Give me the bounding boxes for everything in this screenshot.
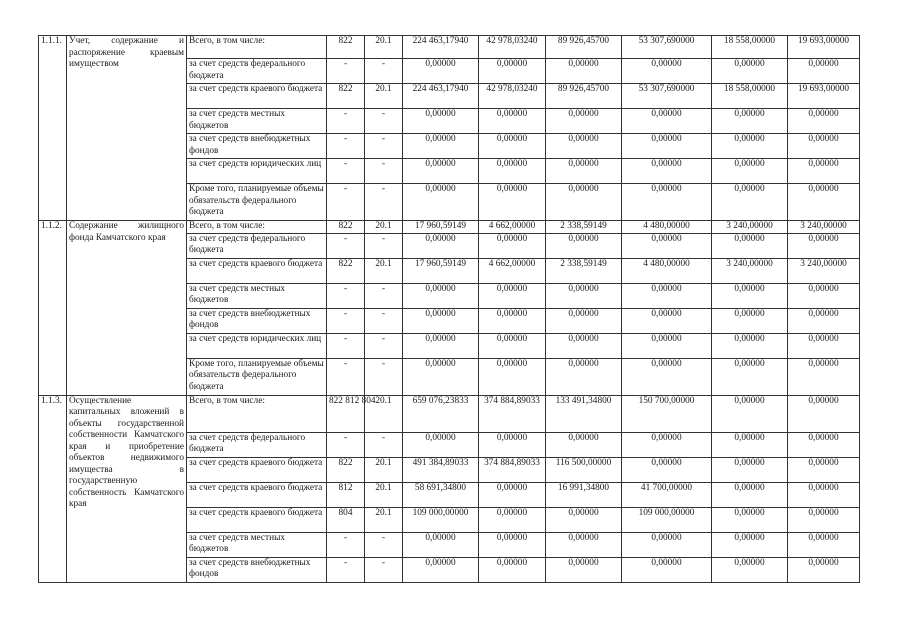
amount-cell: 4 662,00000 [479,258,546,283]
funding-source: за счет средств местных бюджетов [187,109,327,134]
section-title: Осуществление капитальных вложений в объекты государственной собственности Камчатского края и приобретение объектов недвижимого имущества в государственную собственность Камчатского края [67,395,187,582]
amount-cell: 109 000,00000 [403,507,479,532]
kvsr-code: 822 [327,258,365,283]
kvsr-code: - [327,134,365,159]
amount-cell: 0,00000 [546,134,622,159]
section-code: - [365,159,403,184]
amount-cell: 374 884,89033 [479,457,546,482]
amount-cell: 18 558,00000 [712,36,788,59]
amount-cell: 0,00000 [546,333,622,358]
amount-cell: 0,00000 [403,134,479,159]
amount-cell: 0,00000 [788,482,860,507]
table-row [39,395,860,432]
amount-cell: 17 960,59149 [403,258,479,283]
amount-cell: 659 076,23833 [403,395,479,432]
budget-table [38,35,860,583]
amount-cell: 0,00000 [788,283,860,308]
section-code: 20.1 [365,36,403,59]
amount-cell: 53 307,690000 [622,36,712,59]
amount-cell: 4 662,00000 [479,221,546,234]
kvsr-code: - [327,283,365,308]
section-code: 20.1 [365,221,403,234]
amount-cell: 41 700,00000 [622,482,712,507]
amount-cell: 0,00000 [712,395,788,432]
amount-cell: 0,00000 [788,59,860,84]
amount-cell: 0,00000 [403,184,479,221]
amount-cell: 3 240,00000 [788,258,860,283]
section-code: 20.1 [365,457,403,482]
amount-cell: 0,00000 [712,482,788,507]
amount-cell: 150 700,00000 [622,395,712,432]
funding-source: за счет средств краевого бюджета [187,84,327,109]
section-code: 20.1 [365,482,403,507]
funding-source: за счет средств внебюджетных фондов [187,308,327,333]
amount-cell: 224 463,17940 [403,36,479,59]
amount-cell: 0,00000 [788,233,860,258]
amount-cell: 0,00000 [479,333,546,358]
amount-cell: 0,00000 [712,59,788,84]
budget-sheet [38,35,860,583]
amount-cell: 0,00000 [479,59,546,84]
amount-cell: 0,00000 [479,532,546,557]
section-code: - [365,134,403,159]
amount-cell: 58 691,34800 [403,482,479,507]
amount-cell: 0,00000 [712,358,788,395]
funding-source: Всего, в том числе: [187,395,327,432]
funding-source: за счет средств юридических лиц [187,333,327,358]
amount-cell: 0,00000 [712,233,788,258]
amount-cell: 374 884,89033 [479,395,546,432]
amount-cell: 0,00000 [622,557,712,582]
amount-cell: 0,00000 [403,532,479,557]
section-code: - [365,557,403,582]
amount-cell: 0,00000 [546,59,622,84]
amount-cell: 0,00000 [622,333,712,358]
amount-cell: 0,00000 [546,184,622,221]
kvsr-code: - [327,233,365,258]
amount-cell: 0,00000 [622,432,712,457]
amount-cell: 0,00000 [788,395,860,432]
amount-cell: 0,00000 [479,233,546,258]
funding-source: за счет средств федерального бюджета [187,432,327,457]
section-code: 20.1 [365,258,403,283]
amount-cell: 0,00000 [479,283,546,308]
amount-cell: 53 307,690000 [622,84,712,109]
amount-cell: 0,00000 [622,134,712,159]
amount-cell: 0,00000 [788,184,860,221]
amount-cell: 16 991,34800 [546,482,622,507]
amount-cell: 0,00000 [788,557,860,582]
amount-cell: 0,00000 [546,532,622,557]
kvsr-code: - [327,109,365,134]
amount-cell: 0,00000 [479,482,546,507]
section-code: - [365,59,403,84]
amount-cell: 0,00000 [479,184,546,221]
kvsr-code: - [327,333,365,358]
amount-cell: 0,00000 [788,333,860,358]
amount-cell: 3 240,00000 [712,221,788,234]
funding-source: за счет средств внебюджетных фондов [187,134,327,159]
amount-cell: 0,00000 [479,308,546,333]
amount-cell: 0,00000 [546,308,622,333]
amount-cell: 0,00000 [546,507,622,532]
section-code: - [365,432,403,457]
kvsr-code: - [327,432,365,457]
amount-cell: 0,00000 [403,308,479,333]
amount-cell: 0,00000 [622,159,712,184]
funding-source: за счет средств юридических лиц [187,159,327,184]
amount-cell: 0,00000 [712,507,788,532]
amount-cell: 224 463,17940 [403,84,479,109]
amount-cell: 0,00000 [788,308,860,333]
amount-cell: 0,00000 [622,59,712,84]
amount-cell: 0,00000 [712,333,788,358]
amount-cell: 0,00000 [788,109,860,134]
amount-cell: 0,00000 [403,159,479,184]
amount-cell: 0,00000 [712,532,788,557]
section-code: - [365,184,403,221]
amount-cell: 0,00000 [403,358,479,395]
amount-cell: 491 384,89033 [403,457,479,482]
funding-source: за счет средств местных бюджетов [187,532,327,557]
amount-cell: 0,00000 [622,109,712,134]
amount-cell: 0,00000 [712,308,788,333]
funding-source: за счет средств федерального бюджета [187,233,327,258]
section-code: - [365,109,403,134]
amount-cell: 0,00000 [622,283,712,308]
funding-source: за счет средств краевого бюджета [187,457,327,482]
amount-cell: 0,00000 [622,457,712,482]
amount-cell: 2 338,59149 [546,221,622,234]
amount-cell: 0,00000 [546,432,622,457]
amount-cell: 0,00000 [546,557,622,582]
amount-cell: 133 491,34800 [546,395,622,432]
section-index: 1.1.3. [39,395,67,582]
section-index: 1.1.2. [39,221,67,396]
funding-source: за счет средств внебюджетных фондов [187,557,327,582]
section-index: 1.1.1. [39,36,67,221]
section-title: Содержание жилищного фонда Камчатского края [67,221,187,396]
amount-cell: 0,00000 [712,134,788,159]
kvsr-code: 822 [327,84,365,109]
kvsr-code: - [327,308,365,333]
amount-cell: 0,00000 [403,432,479,457]
amount-cell: 19 693,00000 [788,36,860,59]
section-code: - [365,333,403,358]
funding-source: за счет средств местных бюджетов [187,283,327,308]
amount-cell: 4 480,00000 [622,258,712,283]
amount-cell: 0,00000 [788,507,860,532]
amount-cell: 0,00000 [403,109,479,134]
amount-cell: 0,00000 [712,557,788,582]
kvsr-code: 822 [327,457,365,482]
amount-cell: 0,00000 [546,358,622,395]
amount-cell: 109 000,00000 [622,507,712,532]
amount-cell: 0,00000 [403,557,479,582]
amount-cell: 0,00000 [712,457,788,482]
amount-cell: 0,00000 [403,283,479,308]
amount-cell: 116 500,00000 [546,457,622,482]
amount-cell: 0,00000 [479,557,546,582]
amount-cell: 0,00000 [622,358,712,395]
kvsr-code: 822 812 804 [327,395,365,432]
amount-cell: 89 926,45700 [546,84,622,109]
amount-cell: 0,00000 [546,233,622,258]
kvsr-code: - [327,59,365,84]
amount-cell: 0,00000 [788,134,860,159]
amount-cell: 18 558,00000 [712,84,788,109]
kvsr-code: 822 [327,36,365,59]
kvsr-code: 822 [327,221,365,234]
amount-cell: 19 693,00000 [788,84,860,109]
kvsr-code: 804 [327,507,365,532]
kvsr-code: - [327,532,365,557]
funding-source: за счет средств краевого бюджета [187,258,327,283]
amount-cell: 0,00000 [788,358,860,395]
amount-cell: 0,00000 [712,109,788,134]
kvsr-code: - [327,358,365,395]
amount-cell: 0,00000 [403,59,479,84]
funding-source: за счет средств федерального бюджета [187,59,327,84]
amount-cell: 0,00000 [712,283,788,308]
amount-cell: 17 960,59149 [403,221,479,234]
amount-cell: 42 978,03240 [479,84,546,109]
section-code: 20.1 [365,507,403,532]
amount-cell: 0,00000 [712,159,788,184]
amount-cell: 0,00000 [712,432,788,457]
amount-cell: 3 240,00000 [788,221,860,234]
amount-cell: 0,00000 [479,159,546,184]
section-code: - [365,532,403,557]
amount-cell: 0,00000 [622,184,712,221]
section-code: - [365,308,403,333]
kvsr-code: - [327,184,365,221]
amount-cell: 2 338,59149 [546,258,622,283]
amount-cell: 42 978,03240 [479,36,546,59]
section-code: - [365,358,403,395]
amount-cell: 89 926,45700 [546,36,622,59]
amount-cell: 0,00000 [479,134,546,159]
amount-cell: 3 240,00000 [712,258,788,283]
amount-cell: 0,00000 [788,532,860,557]
kvsr-code: - [327,557,365,582]
section-code: - [365,233,403,258]
table-row [39,221,860,234]
amount-cell: 0,00000 [622,308,712,333]
amount-cell: 0,00000 [712,184,788,221]
table-row [39,36,860,59]
amount-cell: 0,00000 [546,283,622,308]
amount-cell: 0,00000 [403,233,479,258]
amount-cell: 0,00000 [788,432,860,457]
amount-cell: 0,00000 [546,159,622,184]
funding-source: Всего, в том числе: [187,36,327,59]
funding-source: за счет средств краевого бюджета [187,507,327,532]
funding-source: Кроме того, планируемые объемы обязательств федерального бюджета [187,358,327,395]
amount-cell: 0,00000 [622,532,712,557]
kvsr-code: 812 [327,482,365,507]
amount-cell: 0,00000 [479,507,546,532]
funding-source: Кроме того, планируемые объемы обязательств федерального бюджета [187,184,327,221]
section-code: 20.1 [365,84,403,109]
section-code: 20.1 [365,395,403,432]
amount-cell: 0,00000 [479,358,546,395]
amount-cell: 0,00000 [546,109,622,134]
amount-cell: 0,00000 [788,159,860,184]
funding-source: Всего, в том числе: [187,221,327,234]
kvsr-code: - [327,159,365,184]
section-code: - [365,283,403,308]
amount-cell: 0,00000 [479,432,546,457]
amount-cell: 4 480,00000 [622,221,712,234]
amount-cell: 0,00000 [403,333,479,358]
amount-cell: 0,00000 [788,457,860,482]
section-title: Учет, содержание и распоряжение краевым имуществом [67,36,187,221]
amount-cell: 0,00000 [479,109,546,134]
funding-source: за счет средств краевого бюджета [187,482,327,507]
amount-cell: 0,00000 [622,233,712,258]
